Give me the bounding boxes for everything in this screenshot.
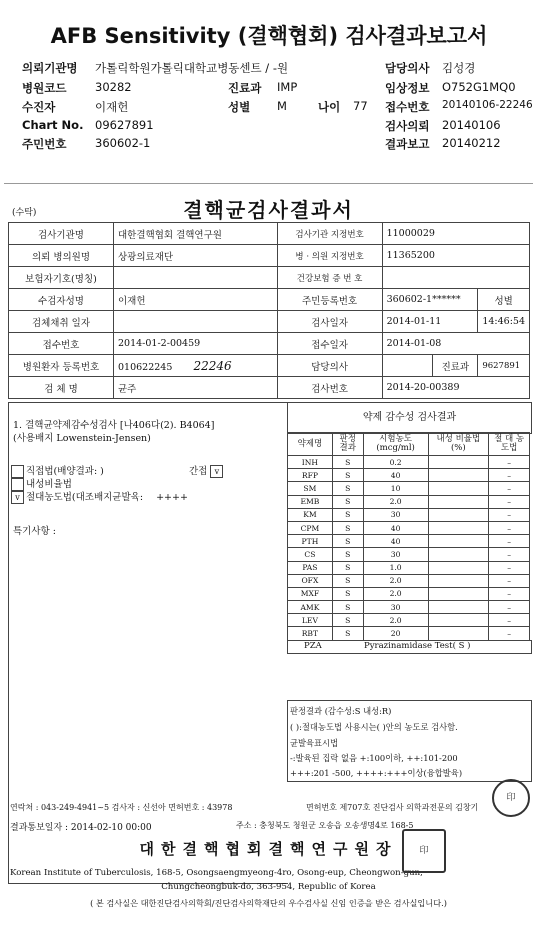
drug-res: S [332, 521, 363, 534]
drug-ratio [428, 614, 489, 627]
cell-label: 검체채취 일자 [9, 311, 114, 333]
cell-label: 진료과 [433, 355, 478, 377]
drug-abs: – [489, 495, 530, 508]
suscept-table [287, 432, 530, 641]
remarks-label: 특기사항 : [13, 526, 56, 537]
drug-row [288, 587, 530, 600]
cell-label: 검사기관명 [9, 223, 114, 245]
drug-drug: CS [288, 548, 333, 561]
drug-drug: PAS [288, 561, 333, 574]
col-header: 판정 결과 [332, 433, 363, 456]
handwritten-number: 22246 [193, 358, 232, 373]
header-label: 결과보고 [385, 137, 430, 151]
direct-label: 직접법(배양결과: ) [26, 466, 104, 477]
drug-ratio [428, 574, 489, 587]
cell-label: 성별 [478, 289, 530, 311]
cell-label: 의뢰 병의원명 [9, 245, 114, 267]
address-line: 주소 : 충청북도 청원군 오송읍 오송생명4로 168-5 [236, 821, 414, 830]
drug-drug: EMB [288, 495, 333, 508]
header-value: 77 [353, 99, 368, 113]
header-label: 담당의사 [385, 61, 430, 75]
header-label: 성별 [228, 100, 251, 114]
header-value: 가톨릭학원가톨릭대학교병동센트 / -원 [95, 61, 289, 75]
drug-drug: LEV [288, 614, 333, 627]
drug-row [288, 614, 530, 627]
header-value: O752G1MQ0 [442, 80, 516, 94]
cell-value: 2014-01-2-00459 [114, 333, 278, 355]
drug-drug: KM [288, 508, 333, 521]
info-table [8, 222, 530, 399]
cell-label: 수검자성명 [9, 289, 114, 311]
drug-res: S [332, 614, 363, 627]
drug-row [288, 561, 530, 574]
org-address-en-2: Chungcheongbuk-do, 363-954, Republic of Korea [161, 882, 376, 892]
hosp-reg-value: 010622245 [118, 361, 173, 373]
header-label: 진료과 [228, 81, 262, 95]
drug-ratio [428, 587, 489, 600]
drug-ratio [428, 482, 489, 495]
license-line: 면허번호 제707호 진단검사 의학과전문의 김창기 [306, 803, 479, 812]
drug-drug: PTH [288, 535, 333, 548]
drug-conc: 2.0 [363, 495, 428, 508]
legend-line: 판정결과 (감수성:S 내성:R) [290, 706, 392, 716]
drug-res: S [332, 535, 363, 548]
header-label: 임상정보 [385, 81, 430, 95]
drug-row [288, 482, 530, 495]
cell-label: 검사일자 [277, 311, 382, 333]
cell-value: 2014-01-11 [382, 311, 478, 333]
drug-row [288, 627, 530, 640]
header-label: 주민번호 [22, 137, 67, 151]
cell-value [114, 355, 278, 377]
drug-conc: 2.0 [363, 614, 428, 627]
legend-line: -:발육된 집락 없음 +:100이하, ++:101-200 [290, 753, 458, 763]
medium-note: (사용배지 Lowenstein-Jensen) [13, 433, 151, 444]
drug-row [288, 508, 530, 521]
sheet-title: 결핵균검사결과서 [183, 198, 354, 222]
drug-abs: – [489, 535, 530, 548]
drug-res: S [332, 574, 363, 587]
indirect-method [189, 463, 225, 478]
org-name-kr: 대한결핵협회결핵연구원장 [139, 840, 398, 858]
drug-conc: 40 [363, 535, 428, 548]
cell-value [114, 267, 278, 289]
legend-line: +++:201 -500, ++++:+++이상(융합발육) [290, 768, 463, 778]
drug-row [288, 456, 530, 469]
drug-row [288, 574, 530, 587]
cell-value: 11000029 [382, 223, 529, 245]
receipt-mark: (수탁) [12, 208, 37, 218]
legend-box [287, 700, 532, 782]
drug-ratio [428, 469, 489, 482]
header-label: 의뢰기관명 [22, 61, 78, 75]
drug-drug: RBT [288, 627, 333, 640]
cell-label: 보험자기호(명칭) [9, 267, 114, 289]
abs-label: 절대농도법(대조배지균발육: [26, 492, 144, 503]
drug-drug: MXF [288, 587, 333, 600]
cell-label: 검사기관 지정번호 [277, 223, 382, 245]
drug-row [288, 495, 530, 508]
drug-conc: 1.0 [363, 561, 428, 574]
cell-value: 11365200 [382, 245, 529, 267]
drug-abs: – [489, 456, 530, 469]
indirect-checkbox[interactable]: v [210, 465, 223, 478]
cell-value: 균주 [114, 377, 278, 399]
cell-value: 이재헌 [114, 289, 278, 311]
drug-res: S [332, 601, 363, 614]
drug-ratio [428, 548, 489, 561]
drug-res: S [332, 482, 363, 495]
cell-label: 접수번호 [9, 333, 114, 355]
drug-res: S [332, 456, 363, 469]
legend-line: 균발육표시법 [290, 738, 339, 748]
col-header: 내성 비율법(%) [428, 433, 489, 456]
drug-ratio [428, 521, 489, 534]
cell-value: 14:46:54 [478, 311, 530, 333]
drug-row [288, 601, 530, 614]
drug-abs: – [489, 587, 530, 600]
drug-abs: – [489, 601, 530, 614]
col-header: 절 대 농도법 [489, 433, 530, 456]
drug-abs: – [489, 561, 530, 574]
result-sheet [4, 183, 533, 922]
cell-label: 검사번호 [277, 377, 382, 399]
header-value: 이재헌 [95, 100, 129, 114]
report-title: AFB Sensitivity (결핵협회) 검사결과보고서 [50, 24, 488, 48]
cell-label: 주민등록번호 [277, 289, 382, 311]
cell-label: 병 · 의원 지정번호 [277, 245, 382, 267]
test-item-title: 1. 결핵균약제감수성검사 [나406다(2). B4064] [13, 420, 215, 431]
drug-drug: AMK [288, 601, 333, 614]
cell-value [114, 311, 278, 333]
header-value: IMP [277, 80, 298, 94]
drug-res: S [332, 495, 363, 508]
drug-abs: – [489, 521, 530, 534]
header-value: 360602-1 [95, 136, 151, 150]
drug-conc: 20 [363, 627, 428, 640]
abs-value: ++++ [156, 492, 188, 503]
drug-abs: – [489, 508, 530, 521]
header-value: 20140106-22246 [442, 99, 533, 111]
drug-conc: 2.0 [363, 587, 428, 600]
drug-row [288, 521, 530, 534]
drug-conc: 2.0 [363, 574, 428, 587]
cell-value: 2014-01-08 [382, 333, 529, 355]
drug-row [288, 535, 530, 548]
drug-drug: INH [288, 456, 333, 469]
round-seal-stamp: 印 [492, 779, 530, 817]
square-seal-stamp: 印 [402, 829, 446, 873]
suscept-title: 약제 감수성 검사결과 [287, 402, 532, 434]
cell-value: 9627891 [478, 355, 530, 377]
abs-checkbox[interactable]: v [11, 491, 24, 504]
header-value: 09627891 [95, 118, 154, 132]
indirect-label: 간접 [189, 466, 208, 477]
cell-value: 상광의료재단 [114, 245, 278, 267]
cell-value: 대한결핵협회 결핵연구원 [114, 223, 278, 245]
drug-ratio [428, 627, 489, 640]
drug-conc: 40 [363, 469, 428, 482]
drug-res: S [332, 508, 363, 521]
notify-date: 결과통보일자 : 2014-02-10 00:00 [10, 823, 152, 833]
org-address-en: Korean Institute of Tuberculosis, 168-5, Osongsaengmyeong-4ro, Osong-eup, Cheongwon-gun, [10, 868, 423, 878]
drug-abs: – [489, 469, 530, 482]
drug-conc: 30 [363, 601, 428, 614]
cell-label: 담당의사 [277, 355, 382, 377]
contact-line: 연락처 : 043-249-4941~5 검사자 : 신선아 면허번호 : 43978 [10, 803, 233, 812]
drug-abs: – [489, 574, 530, 587]
cell-label: 병원환자 등록번호 [9, 355, 114, 377]
drug-drug: OFX [288, 574, 333, 587]
header-label: 나이 [318, 100, 341, 114]
drug-row [288, 548, 530, 561]
pza-label: PZA [304, 641, 322, 651]
header-label: 검사의뢰 [385, 119, 430, 133]
header-value: M [277, 99, 287, 113]
header-value: 20140106 [442, 118, 501, 132]
cell-value [382, 267, 529, 289]
header-value: 30282 [95, 80, 132, 94]
drug-res: S [332, 548, 363, 561]
cell-label: 접수일자 [277, 333, 382, 355]
drug-drug: RFP [288, 469, 333, 482]
cert-note: ( 본 검사실은 대한진단검사의학회/진단검사의학재단의 우수검사실 신임 인증을 받은 검사실입니다.) [90, 898, 447, 908]
pza-value: Pyrazinamidase Test( S ) [364, 641, 471, 651]
cell-label: 검 체 명 [9, 377, 114, 399]
ratio-label: 내성비율법 [26, 479, 72, 490]
header-label: 접수번호 [385, 100, 430, 114]
header-label: 수진자 [22, 100, 56, 114]
drug-ratio [428, 456, 489, 469]
drug-conc: 30 [363, 508, 428, 521]
drug-ratio [428, 535, 489, 548]
pza-row [287, 640, 532, 654]
drug-ratio [428, 508, 489, 521]
header-label: Chart No. [22, 118, 84, 132]
drug-drug: CPM [288, 521, 333, 534]
legend-line: ( ):절대농도법 사용시는( )안의 농도로 검사함. [290, 722, 458, 732]
drug-res: S [332, 627, 363, 640]
cell-label: 건강보험 증 번 호 [277, 267, 382, 289]
header-label: 병원코드 [22, 81, 67, 95]
drug-conc: 10 [363, 482, 428, 495]
abs-method [11, 489, 188, 504]
drug-conc: 30 [363, 548, 428, 561]
drug-res: S [332, 561, 363, 574]
col-header: 약제명 [288, 433, 333, 456]
drug-abs: – [489, 614, 530, 627]
drug-abs: – [489, 548, 530, 561]
header-value: 김성경 [442, 61, 476, 75]
drug-conc: 0.2 [363, 456, 428, 469]
drug-conc: 40 [363, 521, 428, 534]
drug-ratio [428, 561, 489, 574]
cell-value: 2014-20-00389 [382, 377, 529, 399]
drug-abs: – [489, 482, 530, 495]
cell-value [382, 355, 433, 377]
drug-ratio [428, 495, 489, 508]
suscept-header-row [288, 433, 530, 456]
drug-ratio [428, 601, 489, 614]
drug-res: S [332, 587, 363, 600]
cell-value: 360602-1****** [382, 289, 478, 311]
drug-row [288, 469, 530, 482]
drug-drug: SM [288, 482, 333, 495]
col-header: 시험농도 (mcg/ml) [363, 433, 428, 456]
header-value: 20140212 [442, 136, 501, 150]
drug-abs: – [489, 627, 530, 640]
drug-res: S [332, 469, 363, 482]
